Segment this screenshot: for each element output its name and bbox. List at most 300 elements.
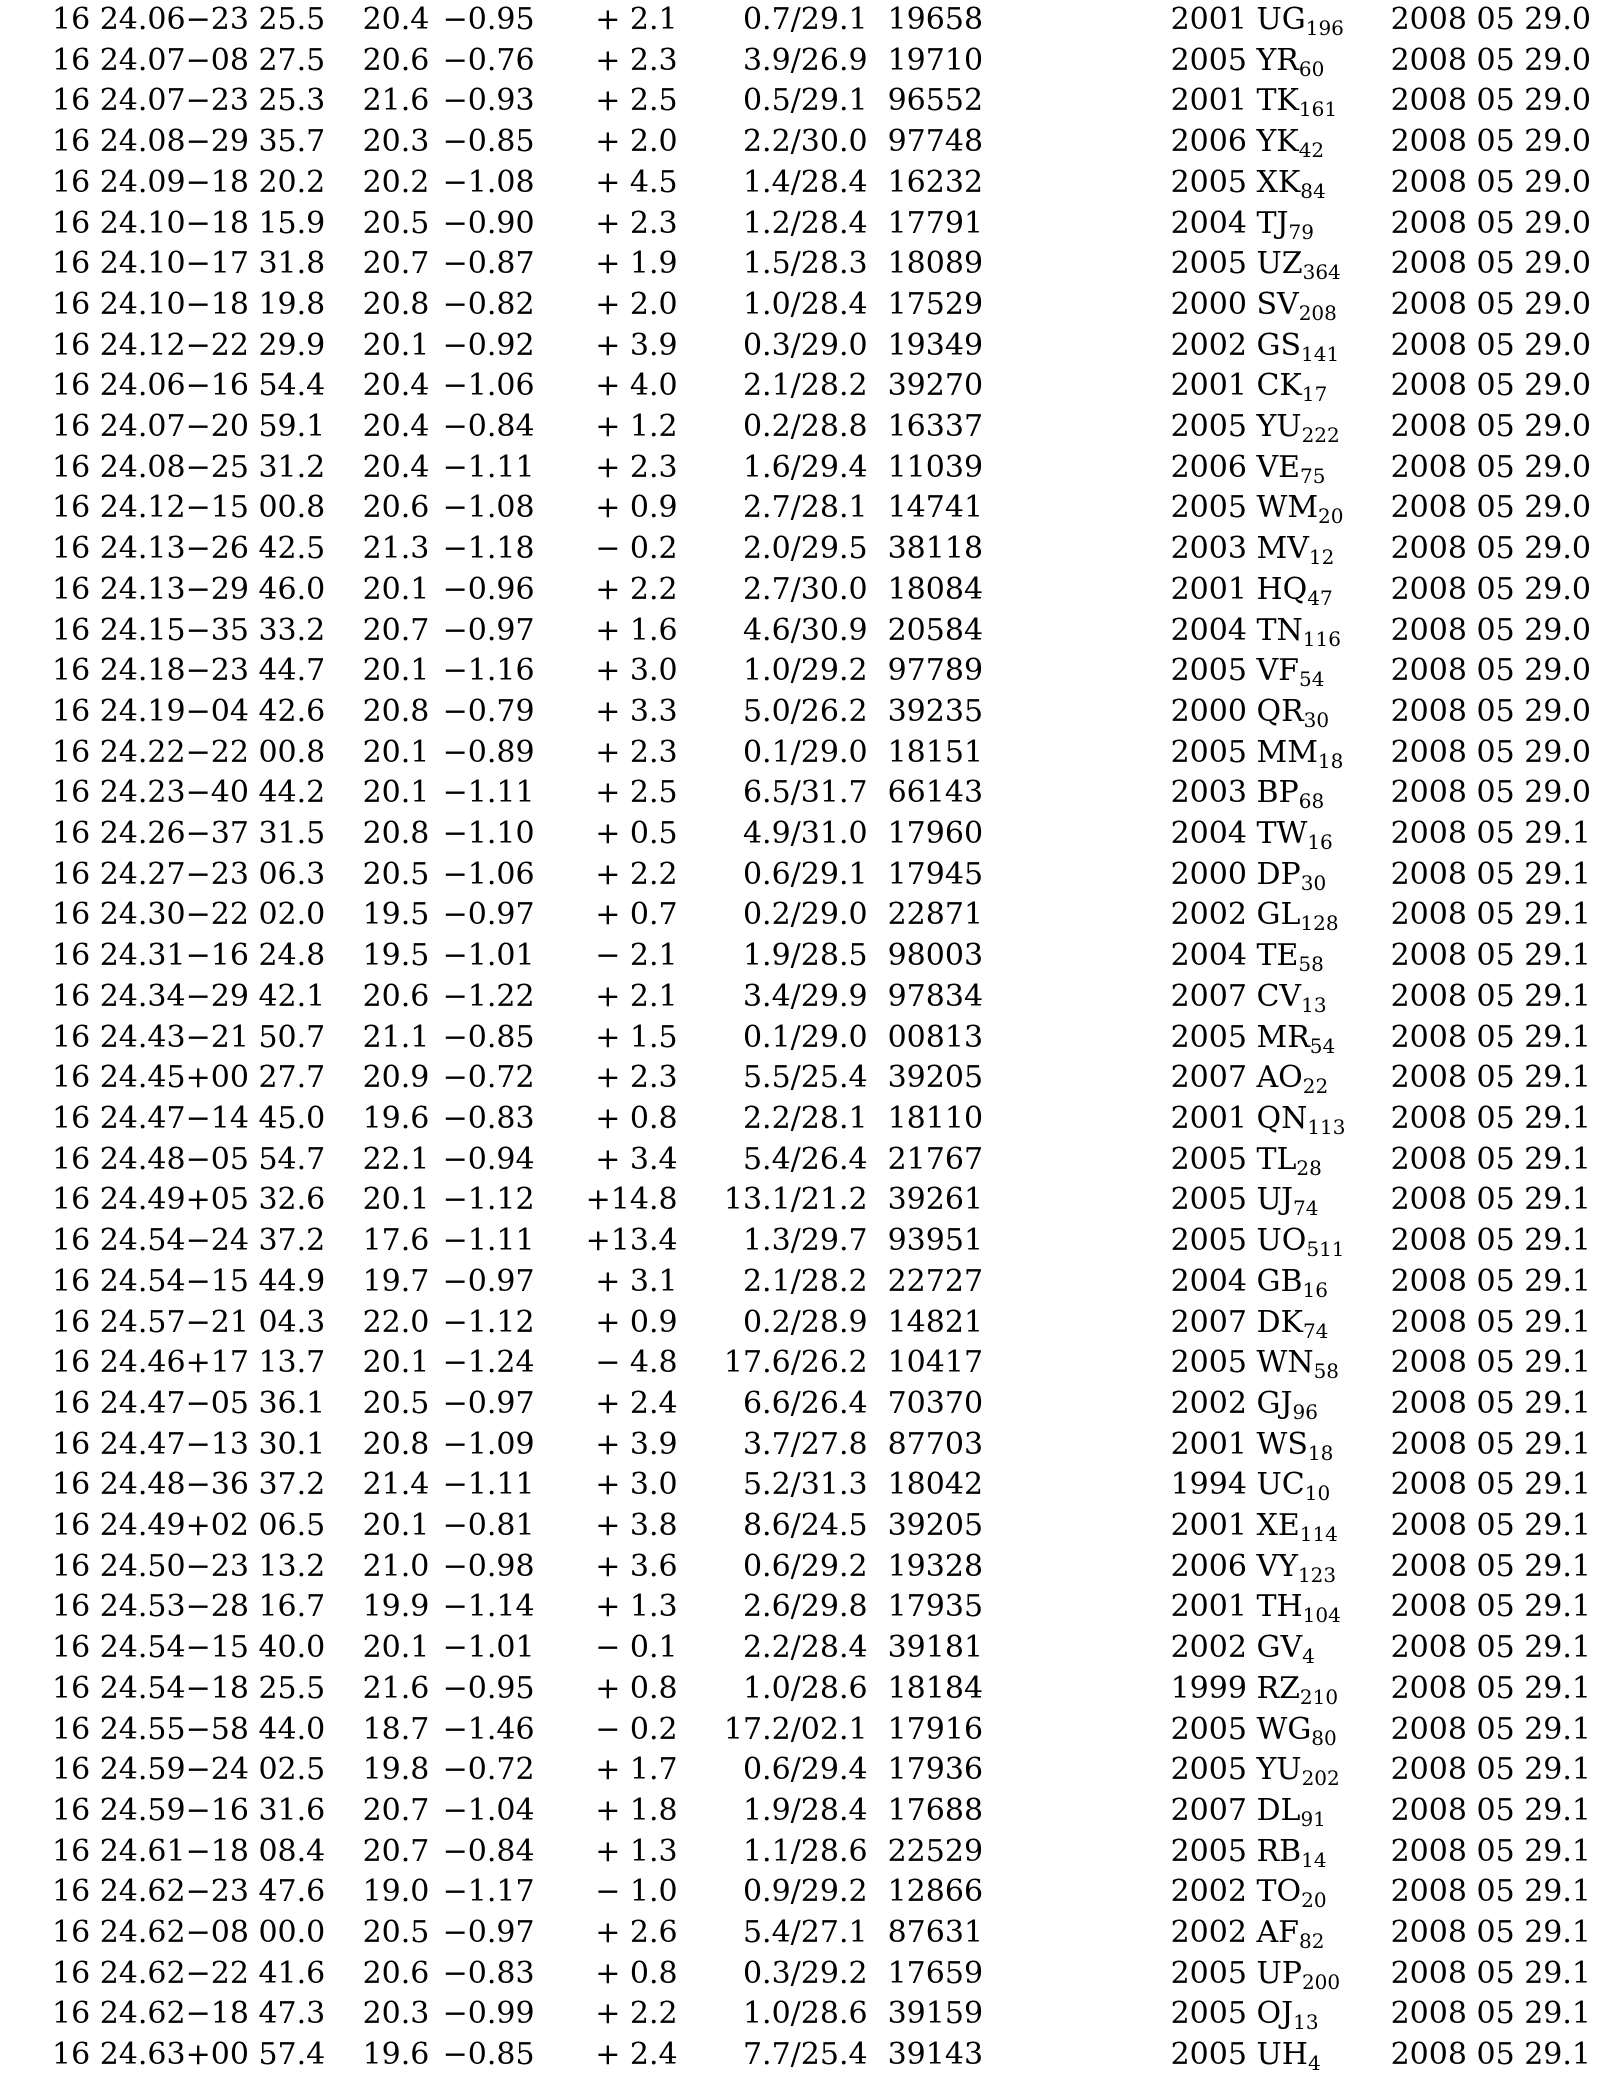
- magnitude-cell: 20.4: [362, 368, 430, 404]
- code-cell: 17935: [887, 1589, 984, 1625]
- right-ascension-cell: 16 24.54: [52, 1630, 186, 1666]
- designation-main: 2005 VF: [1170, 653, 1299, 689]
- designation-subscript: 96: [1292, 1399, 1318, 1424]
- residual-cell: + 0.7: [595, 897, 678, 933]
- designation-main: 2002 GJ: [1170, 1385, 1293, 1421]
- code-cell: 14821: [887, 1304, 984, 1340]
- ln-f-cell: −0.99: [442, 1996, 535, 2032]
- declination-cell: −28 16.7: [185, 1589, 326, 1625]
- ln-f-cell: −0.89: [442, 734, 535, 770]
- table-row: [52, 366, 1591, 407]
- date-cell: 2008 05 29.1: [1390, 1955, 1591, 1991]
- designation-main: 2004 TE: [1170, 938, 1299, 974]
- designation-cell: [1171, 855, 1391, 896]
- designation-cell: [1171, 41, 1391, 82]
- designation-subscript: 68: [1298, 789, 1325, 814]
- magnitude-cell: 20.3: [362, 124, 430, 160]
- date-cell: 2008 05 29.0: [1390, 42, 1591, 78]
- magnitude-cell: 17.6: [362, 1223, 430, 1259]
- date-cell: 2008 05 29.1: [1390, 1874, 1591, 1910]
- ln-f-cell: −0.94: [442, 1141, 535, 1177]
- angle-cell: 0.1/29.0: [742, 1019, 868, 1055]
- magnitude-cell: 20.3: [362, 1996, 430, 2032]
- ln-f-cell: −1.10: [442, 816, 535, 852]
- code-cell: 17936: [887, 1752, 984, 1788]
- observation-table: [52, 0, 1591, 2076]
- magnitude-cell: 20.8: [362, 816, 430, 852]
- code-cell: 10417: [887, 1345, 984, 1381]
- declination-cell: −18 20.2: [185, 164, 326, 200]
- date-cell: 2008 05 29.1: [1390, 1385, 1591, 1421]
- right-ascension-cell: 16 24.30: [52, 897, 186, 933]
- angle-cell: 0.7/29.1: [742, 2, 868, 37]
- designation-cell: [1171, 1832, 1391, 1873]
- ln-f-cell: −0.98: [442, 1548, 535, 1584]
- table-row: [52, 448, 1591, 489]
- table-row: [52, 895, 1591, 936]
- table-row: [52, 1710, 1591, 1751]
- declination-cell: −08 27.5: [185, 42, 326, 78]
- residual-cell: + 2.0: [595, 124, 678, 160]
- designation-subscript: 4: [1302, 1644, 1315, 1669]
- designation-subscript: 116: [1302, 626, 1341, 651]
- table-row: [52, 773, 1591, 814]
- designation-main: 2005 TL: [1170, 1141, 1297, 1177]
- residual-cell: − 1.0: [595, 1874, 678, 1910]
- designation-subscript: 511: [1306, 1237, 1345, 1262]
- designation-cell: [1171, 488, 1391, 529]
- right-ascension-cell: 16 24.09: [52, 164, 186, 200]
- designation-cell: [1171, 407, 1391, 448]
- code-cell: 22727: [887, 1263, 984, 1299]
- designation-subscript: 79: [1288, 219, 1314, 244]
- code-cell: 18042: [887, 1467, 984, 1503]
- right-ascension-cell: 16 24.48: [52, 1467, 186, 1503]
- code-cell: 96552: [887, 83, 984, 119]
- code-cell: 19349: [887, 327, 984, 363]
- residual-cell: + 2.0: [595, 286, 678, 322]
- right-ascension-cell: 16 24.48: [52, 1141, 186, 1177]
- designation-subscript: 13: [1293, 2010, 1319, 2035]
- ln-f-cell: −1.01: [442, 938, 535, 974]
- declination-cell: −25 31.2: [185, 449, 326, 485]
- angle-cell: 1.4/28.4: [742, 164, 868, 200]
- ln-f-cell: −1.08: [442, 490, 535, 526]
- code-cell: 19328: [887, 1548, 984, 1584]
- code-cell: 18184: [887, 1670, 984, 1706]
- code-cell: 16337: [887, 409, 984, 445]
- right-ascension-cell: 16 24.12: [52, 490, 186, 526]
- designation-cell: [1171, 163, 1391, 204]
- designation-cell: [1171, 1384, 1391, 1425]
- designation-subscript: 20: [1318, 504, 1344, 529]
- magnitude-cell: 21.6: [362, 83, 430, 119]
- designation-main: 2005 UP: [1170, 1955, 1302, 1991]
- designation-cell: [1171, 1140, 1391, 1181]
- residual-cell: + 1.6: [595, 612, 678, 648]
- residual-cell: + 2.3: [595, 449, 678, 485]
- angle-cell: 13.1/21.2: [723, 1182, 868, 1218]
- magnitude-cell: 19.0: [362, 1874, 430, 1910]
- right-ascension-cell: 16 24.54: [52, 1263, 186, 1299]
- residual-cell: + 2.3: [595, 42, 678, 78]
- ln-f-cell: −1.24: [442, 1345, 535, 1381]
- residual-cell: + 1.5: [595, 1019, 678, 1055]
- declination-cell: −29 35.7: [185, 124, 326, 160]
- ln-f-cell: −1.11: [442, 449, 535, 485]
- residual-cell: + 3.9: [595, 327, 678, 363]
- magnitude-cell: 20.5: [362, 205, 430, 241]
- ln-f-cell: −0.90: [442, 205, 535, 241]
- date-cell: 2008 05 29.1: [1390, 1548, 1591, 1584]
- ln-f-cell: −0.95: [442, 2, 535, 37]
- date-cell: 2008 05 29.1: [1390, 897, 1591, 933]
- code-cell: 39270: [887, 368, 984, 404]
- declination-cell: −17 31.8: [185, 246, 326, 282]
- table-row: [52, 855, 1591, 896]
- angle-cell: 2.2/28.4: [742, 1630, 868, 1666]
- designation-cell: [1171, 1221, 1391, 1262]
- angle-cell: 6.6/26.4: [742, 1385, 868, 1421]
- declination-cell: −16 31.6: [185, 1792, 326, 1828]
- residual-cell: + 2.2: [595, 856, 678, 892]
- table-row: [52, 163, 1591, 204]
- declination-cell: −16 24.8: [185, 938, 326, 974]
- date-cell: 2008 05 29.1: [1390, 1589, 1591, 1625]
- ln-f-cell: −1.17: [442, 1874, 535, 1910]
- designation-cell: [1171, 2035, 1391, 2076]
- magnitude-cell: 22.1: [362, 1141, 430, 1177]
- magnitude-cell: 20.6: [362, 42, 430, 78]
- declination-cell: +17 13.7: [185, 1345, 326, 1381]
- residual-cell: + 3.6: [595, 1548, 678, 1584]
- designation-main: 2001 XE: [1170, 1508, 1300, 1544]
- angle-cell: 6.5/31.7: [742, 775, 868, 811]
- designation-cell: [1171, 1262, 1391, 1303]
- code-cell: 17688: [887, 1792, 984, 1828]
- table-row: [52, 936, 1591, 977]
- magnitude-cell: 20.7: [362, 246, 430, 282]
- declination-cell: −23 06.3: [185, 856, 326, 892]
- table-row: [52, 977, 1591, 1018]
- date-cell: 2008 05 29.0: [1390, 734, 1591, 770]
- designation-subscript: 30: [1303, 707, 1330, 732]
- ln-f-cell: −0.95: [442, 1670, 535, 1706]
- magnitude-cell: 20.6: [362, 490, 430, 526]
- angle-cell: 2.1/28.2: [742, 1263, 868, 1299]
- ln-f-cell: −1.06: [442, 856, 535, 892]
- declination-cell: −22 00.8: [185, 734, 326, 770]
- right-ascension-cell: 16 24.22: [52, 734, 186, 770]
- magnitude-cell: 20.6: [362, 1955, 430, 1991]
- table-row: [52, 1384, 1591, 1425]
- declination-cell: −05 36.1: [185, 1385, 326, 1421]
- code-cell: 19658: [887, 2, 984, 37]
- residual-cell: + 0.8: [595, 1670, 678, 1706]
- table-row: [52, 2035, 1591, 2076]
- designation-cell: [1171, 1872, 1391, 1913]
- designation-main: 2002 AF: [1170, 1915, 1299, 1951]
- right-ascension-cell: 16 24.49: [52, 1508, 186, 1544]
- declination-cell: −18 19.8: [185, 286, 326, 322]
- declination-cell: −23 44.7: [185, 653, 326, 689]
- table-row: [52, 0, 1591, 41]
- table-row: [52, 814, 1591, 855]
- residual-cell: + 1.3: [595, 1833, 678, 1869]
- designation-main: 2005 UO: [1170, 1223, 1307, 1259]
- code-cell: 38118: [887, 531, 984, 567]
- declination-cell: −16 54.4: [185, 368, 326, 404]
- magnitude-cell: 20.1: [362, 1345, 430, 1381]
- table-row: [52, 81, 1591, 122]
- right-ascension-cell: 16 24.06: [52, 368, 186, 404]
- designation-main: 2001 CK: [1170, 368, 1302, 404]
- declination-cell: −13 30.1: [185, 1426, 326, 1462]
- date-cell: 2008 05 29.0: [1390, 205, 1591, 241]
- designation-cell: [1171, 936, 1391, 977]
- right-ascension-cell: 16 24.47: [52, 1385, 186, 1421]
- date-cell: 2008 05 29.1: [1390, 2037, 1591, 2073]
- designation-main: 2005 XK: [1170, 164, 1301, 200]
- table-row: [52, 733, 1591, 774]
- residual-cell: − 4.8: [595, 1345, 678, 1381]
- code-cell: 21767: [887, 1141, 984, 1177]
- magnitude-cell: 20.4: [362, 449, 430, 485]
- designation-subscript: 10: [1304, 1481, 1331, 1506]
- date-cell: 2008 05 29.0: [1390, 490, 1591, 526]
- magnitude-cell: 20.1: [362, 775, 430, 811]
- table-row: [52, 1221, 1591, 1262]
- code-cell: 70370: [887, 1385, 984, 1421]
- residual-cell: + 2.2: [595, 1996, 678, 2032]
- table-row: [52, 1425, 1591, 1466]
- code-cell: 17916: [887, 1711, 984, 1747]
- right-ascension-cell: 16 24.62: [52, 1874, 186, 1910]
- declination-cell: −24 02.5: [185, 1752, 326, 1788]
- designation-main: 2005 YU: [1170, 1752, 1302, 1788]
- residual-cell: + 3.4: [595, 1141, 678, 1177]
- designation-main: 2001 HQ: [1170, 571, 1308, 607]
- ln-f-cell: −0.79: [442, 693, 535, 729]
- residual-cell: + 4.5: [595, 164, 678, 200]
- right-ascension-cell: 16 24.10: [52, 205, 186, 241]
- residual-cell: − 0.1: [595, 1630, 678, 1666]
- observation-table-body: [52, 0, 1591, 2076]
- ln-f-cell: −1.09: [442, 1426, 535, 1462]
- angle-cell: 1.6/29.4: [742, 449, 868, 485]
- code-cell: 17659: [887, 1955, 984, 1991]
- angle-cell: 0.6/29.2: [742, 1548, 868, 1584]
- date-cell: 2008 05 29.1: [1390, 1345, 1591, 1381]
- designation-main: 2004 GB: [1170, 1263, 1303, 1299]
- code-cell: 18084: [887, 571, 984, 607]
- table-row: [52, 1303, 1591, 1344]
- table-row: [52, 1343, 1591, 1384]
- right-ascension-cell: 16 24.19: [52, 693, 186, 729]
- magnitude-cell: 20.7: [362, 1792, 430, 1828]
- magnitude-cell: 19.9: [362, 1589, 430, 1625]
- date-cell: 2008 05 29.1: [1390, 1019, 1591, 1055]
- designation-subscript: 141: [1301, 341, 1340, 366]
- residual-cell: + 2.4: [595, 1385, 678, 1421]
- date-cell: 2008 05 29.1: [1390, 1060, 1591, 1096]
- right-ascension-cell: 16 24.63: [52, 2037, 186, 2073]
- designation-main: 1994 UC: [1170, 1467, 1305, 1503]
- designation-subscript: 58: [1313, 1359, 1340, 1384]
- magnitude-cell: 21.1: [362, 1019, 430, 1055]
- right-ascension-cell: 16 24.47: [52, 1100, 186, 1136]
- code-cell: 39261: [887, 1182, 984, 1218]
- angle-cell: 5.4/26.4: [742, 1141, 868, 1177]
- residual-cell: + 4.0: [595, 368, 678, 404]
- table-row: [52, 1099, 1591, 1140]
- residual-cell: − 0.2: [595, 1711, 678, 1747]
- designation-cell: [1171, 895, 1391, 936]
- right-ascension-cell: 16 24.13: [52, 571, 186, 607]
- magnitude-cell: 19.8: [362, 1752, 430, 1788]
- designation-main: 2002 TO: [1170, 1874, 1302, 1910]
- angle-cell: 3.7/27.8: [742, 1426, 868, 1462]
- declination-cell: −23 25.3: [185, 83, 326, 119]
- designation-subscript: 54: [1298, 667, 1325, 692]
- right-ascension-cell: 16 24.46: [52, 1345, 186, 1381]
- declination-cell: −21 50.7: [185, 1019, 326, 1055]
- code-cell: 20584: [887, 612, 984, 648]
- right-ascension-cell: 16 24.12: [52, 327, 186, 363]
- designation-cell: [1171, 611, 1391, 652]
- date-cell: 2008 05 29.1: [1390, 1508, 1591, 1544]
- designation-main: 2001 WS: [1170, 1426, 1308, 1462]
- designation-main: 2005 UZ: [1170, 246, 1303, 282]
- right-ascension-cell: 16 24.50: [52, 1548, 186, 1584]
- designation-main: 2002 GV: [1170, 1630, 1303, 1666]
- code-cell: 16232: [887, 164, 984, 200]
- code-cell: 98003: [887, 938, 984, 974]
- angle-cell: 1.0/28.6: [742, 1670, 868, 1706]
- designation-subscript: 222: [1301, 423, 1340, 448]
- right-ascension-cell: 16 24.07: [52, 409, 186, 445]
- table-row: [52, 1628, 1591, 1669]
- table-row: [52, 1832, 1591, 1873]
- designation-cell: [1171, 0, 1391, 41]
- residual-cell: + 2.1: [595, 2, 678, 37]
- right-ascension-cell: 16 24.55: [52, 1711, 186, 1747]
- designation-main: 2006 YK: [1170, 124, 1299, 160]
- table-row: [52, 1994, 1591, 2035]
- right-ascension-cell: 16 24.07: [52, 83, 186, 119]
- ln-f-cell: −1.04: [442, 1792, 535, 1828]
- table-row: [52, 1954, 1591, 1995]
- declination-cell: −08 00.0: [185, 1915, 326, 1951]
- angle-cell: 17.6/26.2: [723, 1345, 868, 1381]
- designation-main: 2005 WG: [1170, 1711, 1312, 1747]
- designation-subscript: 123: [1297, 1562, 1337, 1587]
- designation-main: 2005 MR: [1170, 1019, 1310, 1055]
- date-cell: 2008 05 29.1: [1390, 1263, 1591, 1299]
- table-row: [52, 1750, 1591, 1791]
- designation-subscript: 17: [1301, 382, 1328, 407]
- declination-cell: −18 25.5: [185, 1670, 326, 1706]
- date-cell: 2008 05 29.0: [1390, 693, 1591, 729]
- magnitude-cell: 20.7: [362, 612, 430, 648]
- declination-cell: −23 47.6: [185, 1874, 326, 1910]
- date-cell: 2008 05 29.1: [1390, 1792, 1591, 1828]
- table-row: [52, 529, 1591, 570]
- right-ascension-cell: 16 24.61: [52, 1833, 186, 1869]
- angle-cell: 1.0/28.4: [742, 286, 868, 322]
- magnitude-cell: 19.6: [362, 2037, 430, 2073]
- magnitude-cell: 20.2: [362, 164, 430, 200]
- angle-cell: 1.9/28.4: [742, 1792, 868, 1828]
- designation-subscript: 18: [1307, 1440, 1334, 1465]
- designation-cell: [1171, 1018, 1391, 1059]
- residual-cell: +14.8: [585, 1182, 678, 1218]
- date-cell: 2008 05 29.1: [1390, 816, 1591, 852]
- magnitude-cell: 20.1: [362, 734, 430, 770]
- table-row: [52, 41, 1591, 82]
- designation-cell: [1171, 1994, 1391, 2035]
- designation-main: 2000 QR: [1170, 693, 1304, 729]
- designation-subscript: 75: [1300, 463, 1326, 488]
- designation-main: 1999 RZ: [1170, 1670, 1300, 1706]
- ln-f-cell: −1.46: [442, 1711, 535, 1747]
- code-cell: 39205: [887, 1508, 984, 1544]
- designation-subscript: 161: [1298, 97, 1338, 122]
- ln-f-cell: −0.93: [442, 83, 535, 119]
- date-cell: 2008 05 29.1: [1390, 1223, 1591, 1259]
- right-ascension-cell: 16 24.08: [52, 449, 186, 485]
- angle-cell: 7.7/25.4: [742, 2037, 868, 2073]
- code-cell: 39181: [887, 1630, 984, 1666]
- angle-cell: 2.2/30.0: [742, 124, 868, 160]
- designation-subscript: 91: [1300, 1806, 1326, 1831]
- designation-main: 2001 TH: [1170, 1589, 1303, 1625]
- angle-cell: 1.1/28.6: [742, 1833, 868, 1869]
- designation-cell: [1171, 122, 1391, 163]
- declination-cell: −05 54.7: [185, 1141, 326, 1177]
- designation-cell: [1171, 1180, 1391, 1221]
- magnitude-cell: 21.6: [362, 1670, 430, 1706]
- designation-subscript: 196: [1305, 16, 1344, 40]
- designation-main: 2002 GL: [1170, 897, 1301, 933]
- ln-f-cell: −0.85: [442, 124, 535, 160]
- residual-cell: + 0.9: [595, 490, 678, 526]
- right-ascension-cell: 16 24.49: [52, 1182, 186, 1218]
- date-cell: 2008 05 29.1: [1390, 1996, 1591, 2032]
- ln-f-cell: −0.72: [442, 1060, 535, 1096]
- angle-cell: 2.1/28.2: [742, 368, 868, 404]
- right-ascension-cell: 16 24.07: [52, 42, 186, 78]
- designation-cell: [1171, 326, 1391, 367]
- residual-cell: + 2.4: [595, 2037, 678, 2073]
- residual-cell: + 2.3: [595, 205, 678, 241]
- designation-subscript: 208: [1298, 300, 1337, 325]
- date-cell: 2008 05 29.1: [1390, 1182, 1591, 1218]
- designation-main: 2001 QN: [1170, 1100, 1308, 1136]
- designation-cell: [1171, 773, 1391, 814]
- declination-cell: +02 06.5: [185, 1508, 326, 1544]
- magnitude-cell: 20.8: [362, 1426, 430, 1462]
- designation-main: 2002 GS: [1170, 327, 1301, 363]
- magnitude-cell: 21.4: [362, 1467, 430, 1503]
- table-row: [52, 488, 1591, 529]
- designation-cell: [1171, 977, 1391, 1018]
- ln-f-cell: −0.83: [442, 1955, 535, 1991]
- ln-f-cell: −0.96: [442, 571, 535, 607]
- designation-cell: [1171, 651, 1391, 692]
- designation-subscript: 74: [1302, 1318, 1329, 1343]
- declination-cell: −29 46.0: [185, 571, 326, 607]
